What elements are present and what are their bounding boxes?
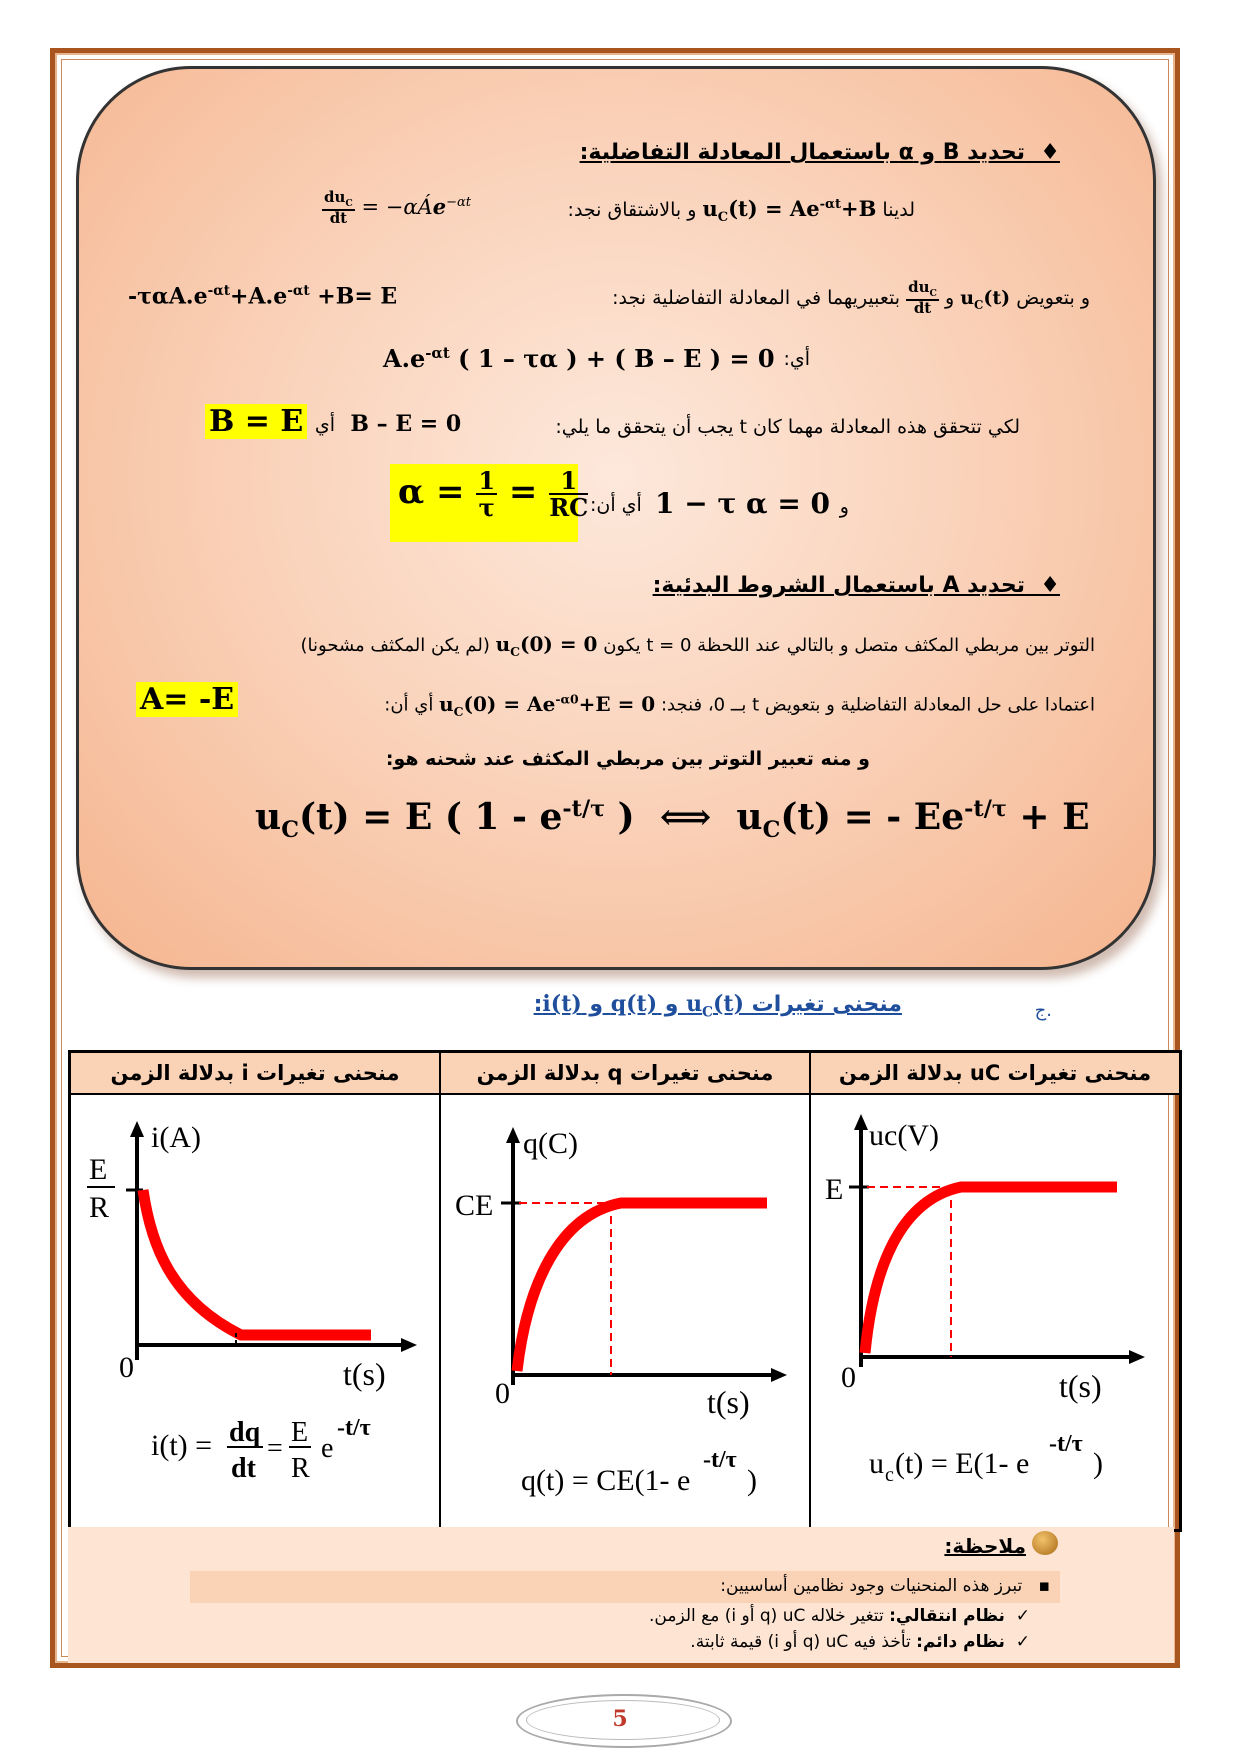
svg-text:-t/τ: -t/τ xyxy=(703,1447,737,1473)
alpha-text: أي أن: xyxy=(590,494,642,516)
svg-text:-t/τ: -t/τ xyxy=(337,1415,371,1441)
svg-text:R: R xyxy=(291,1453,310,1484)
charge-growth-curve xyxy=(517,1203,767,1371)
y-tick-label: E xyxy=(825,1173,844,1206)
a-substitution-line: اعتمادا على حل المعادلة التفاضلية و بتعويض t بــ 0، فنجد: $u_C(0) = Ae^{-\alpha 0}+E = 0$ أي أن: xyxy=(384,691,1095,719)
section-title-a: ♦ تحديد A باستعمال الشروط البدئية: xyxy=(652,573,1060,598)
x-axis-arrow-icon xyxy=(1129,1350,1145,1364)
svg-text:-t/τ: -t/τ xyxy=(1049,1431,1083,1457)
note-sun-icon xyxy=(1032,1531,1058,1555)
origin-label: 0 xyxy=(841,1361,856,1394)
graphs-table xyxy=(68,1050,1182,1532)
charge-formula: q(t) = CE(1- e xyxy=(521,1464,691,1497)
graph-cell-i xyxy=(70,1094,441,1531)
note-item-steady: ✓ نظام دائم: تأخذ فيه uC (q أو i) قيمة ثابتة. xyxy=(690,1632,1030,1652)
current-formula: i(t) = xyxy=(151,1429,213,1462)
voltage-graph xyxy=(811,1095,1179,1525)
check-icon: ✓ xyxy=(1004,1632,1030,1652)
section-title-b-alpha: ♦ تحديد B و α باستعمال المعادلة التفاضلية: xyxy=(579,140,1060,165)
x-label: t(s) xyxy=(707,1384,750,1420)
alpha-result: α = $\frac{1}{\tau}$ = $\frac{1}{RC}$ xyxy=(398,466,589,523)
x-axis-arrow-icon xyxy=(401,1338,417,1352)
derivation-line-2: و بتعويض $u_C(t)$ و $\frac{du_C}{dt}$ بتعبيريهما في المعادلة التفاضلية نجد: xyxy=(612,278,1090,317)
bullet-diamond-icon: ♦ xyxy=(1024,140,1060,165)
curves-section-title: منحنى تغيرات $u_C(t)$ و q(t) و i(t): xyxy=(533,991,902,1021)
current-graph xyxy=(71,1095,439,1525)
substituted-equation: $-\tau\alpha A.e^{-\alpha t}+A.e^{-\alpha t} +B= E$ xyxy=(128,283,398,310)
current-decay-curve xyxy=(143,1190,371,1335)
bullet-diamond-icon: ♦ xyxy=(1024,573,1060,598)
y-axis-arrow-icon xyxy=(506,1127,520,1143)
svg-text:dt: dt xyxy=(231,1453,256,1484)
derivation-line-3: أي: xyxy=(783,348,810,370)
initial-condition-line: التوتر بين مربطي المكثف متصل و بالتالي عند اللحظة t = 0 يكون $u_C(0) = 0$ (لم يكن المكثف مشحونا) xyxy=(300,632,1095,659)
svg-text:=: = xyxy=(267,1433,283,1464)
final-equation: $u_C(t) = E$ ( $1 - e^{-t/\tau}$ ) ⟺ $u_C(t)$ = - $Ee^{-t/\tau} + E$ xyxy=(255,796,1090,844)
section-letter: ج. xyxy=(1034,1000,1052,1021)
graph-header-q: منحنى تغيرات q بدلالة الزمن xyxy=(440,1052,810,1095)
svg-text:c: c xyxy=(885,1464,894,1486)
y-axis-arrow-icon xyxy=(130,1121,144,1137)
y-tick-label: CE xyxy=(455,1189,494,1222)
y-tick-numerator: E xyxy=(89,1153,108,1186)
y-tick-denominator: R xyxy=(89,1191,110,1224)
x-label: t(s) xyxy=(343,1356,386,1392)
derivation-line-1: لدينا $u_C(t) = Ae^{-\alpha t}+B$ و بالاشتقاق نجد: xyxy=(567,196,915,226)
svg-text:E: E xyxy=(291,1417,309,1448)
y-label: i(A) xyxy=(151,1121,201,1154)
derivative-expression: $\frac{du_C}{dt}$ = −αÁe$^{-\alpha t}$ xyxy=(324,188,472,227)
b-condition: B = E أي B – E = 0 xyxy=(205,404,461,439)
square-bullet-icon: ▪ xyxy=(1022,1576,1050,1596)
note-item-transient: ✓ نظام انتقالي: تتغير خلاله uC (q أو i) مع الزمن. xyxy=(649,1606,1030,1626)
page-number: 5 xyxy=(612,1706,628,1732)
y-label: q(C) xyxy=(523,1127,578,1160)
svg-text:(t) = E(1- e: (t) = E(1- e xyxy=(895,1447,1030,1480)
graph-cell-q xyxy=(440,1094,810,1531)
factored-equation: $A.e^{-\alpha t}$ ( 1 – τα ) + ( B – E ) = 0 xyxy=(383,344,775,373)
x-label: t(s) xyxy=(1059,1368,1102,1404)
final-expression-intro: و منه تعبير التوتر بين مربطي المكثف عند شحنه هو: xyxy=(385,748,870,770)
svg-text:dq: dq xyxy=(229,1417,261,1448)
svg-text:): ) xyxy=(1093,1447,1103,1480)
graph-header-uc: منحنى تغيرات uC بدلالة الزمن xyxy=(810,1052,1181,1095)
voltage-formula: u xyxy=(869,1447,884,1480)
note-bullet: ▪ تبرز هذه المنحنيات وجود نظامين أساسيين: xyxy=(720,1576,1050,1596)
y-label: uc(V) xyxy=(869,1119,939,1152)
graph-cell-uc xyxy=(810,1094,1181,1531)
note-title: ملاحظة: xyxy=(944,1534,1026,1558)
origin-label: 0 xyxy=(495,1377,510,1410)
svg-text:): ) xyxy=(747,1464,757,1497)
y-axis-arrow-icon xyxy=(854,1114,868,1130)
tau-alpha-equation: 1 − τ α = 0 و xyxy=(655,487,849,520)
x-axis-arrow-icon xyxy=(771,1368,787,1382)
voltage-growth-curve xyxy=(865,1187,1117,1353)
origin-label: 0 xyxy=(119,1351,134,1384)
charge-graph xyxy=(441,1095,809,1525)
check-icon: ✓ xyxy=(1004,1606,1030,1626)
derivation-line-4: لكي تتحقق هذه المعادلة مهما كان t يجب أن يتحقق ما يلي: xyxy=(555,416,1020,438)
a-result: A= -E xyxy=(136,682,238,717)
svg-text:e: e xyxy=(321,1433,334,1464)
graph-header-i: منحنى تغيرات i بدلالة الزمن xyxy=(70,1052,441,1095)
